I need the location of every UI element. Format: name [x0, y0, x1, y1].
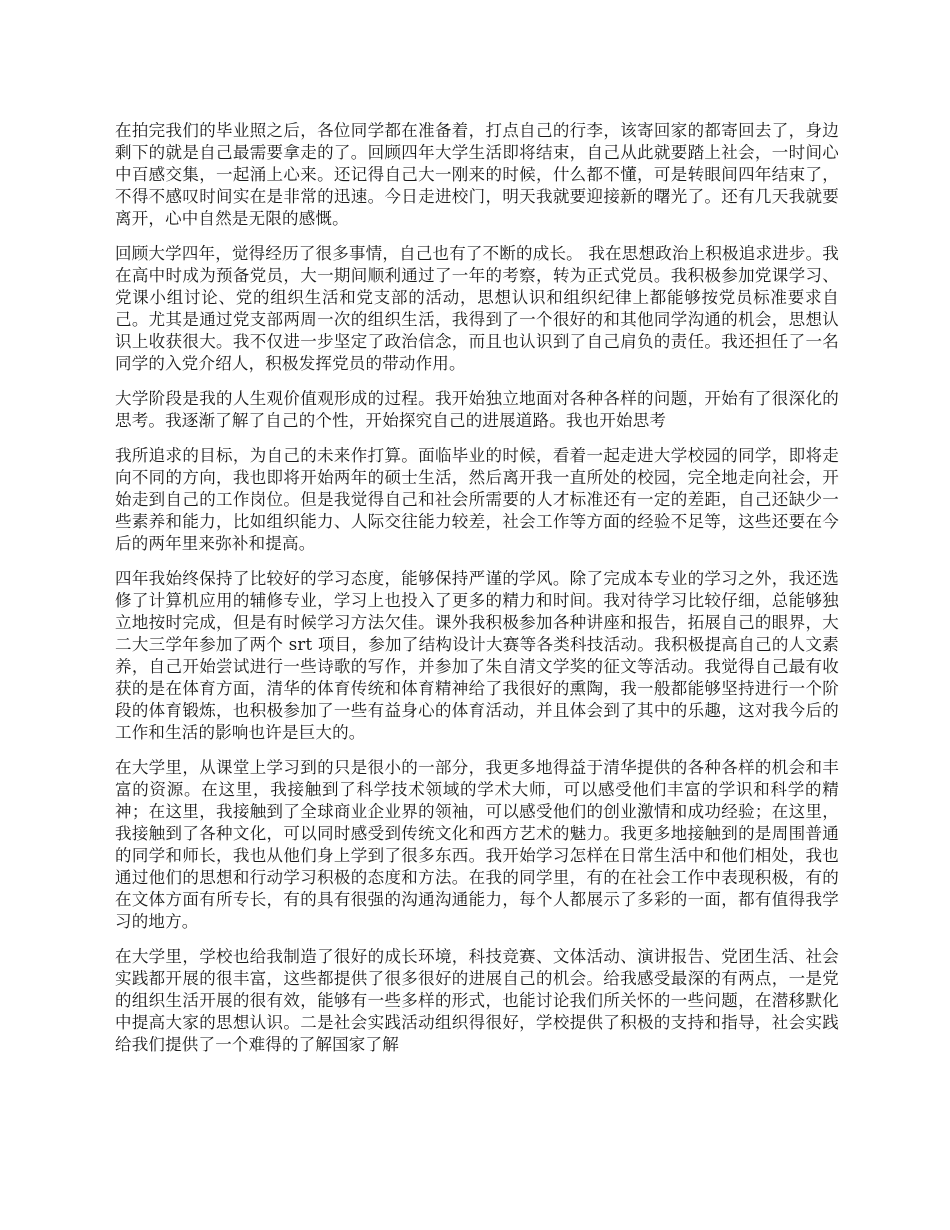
- paragraph-5: 四年我始终保持了比较好的学习态度，能够保持严谨的学风。除了完成本专业的学习之外，我还选修了计算机应用的辅修专业，学习上也投入了更多的精力和时间。我对待学习比较仔细，总能够独立地按时完成，但是有时候学习方法欠佳。课外我积极参加各种讲座和报告，拓展自己的眼界，大二大三学年参加了两个 srt 项目，参加了结构设计大赛等各类科技活动。我积极提高自己的人文素养，自己开始尝试进行一些诗歌的写作，并参加了朱自清文学奖的征文等活动。我觉得自己最有收获的是在体育方面，清华的体育传统和体育精神给了我很好的熏陶，我一般都能够坚持进行一个阶段的体育锻炼，也积极参加了一些有益身心的体育活动，并且体会到了其中的乐趣，这对我今后的工作和生活的影响也许是巨大的。: [115, 569, 839, 742]
- paragraph-7: 在大学里，学校也给我制造了很好的成长环境，科技竞赛、文体活动、演讲报告、党团生活、社会实践都开展的很丰富，这些都提供了很多很好的进展自己的机会。给我感受最深的有两点，一是党的组织生活开展的很有效，能够有一些多样的形式，也能讨论我们所关怀的一些问题，在潜移默化中提高大家的思想认识。二是社会实践活动组织得很好，学校提供了积极的支持和指导，社会实践给我们提供了一个难得的了解国家了解: [115, 947, 839, 1054]
- paragraph-1: 在拍完我们的毕业照之后，各位同学都在准备着，打点自己的行李，该寄回家的都寄回去了，身边剩下的就是自己最需要拿走的了。回顾四年大学生活即将结束，自己从此就要踏上社会，一时间心中百感交集，一起涌上心来。还记得自己大一刚来的时候，什么都不懂，可是转眼间四年结束了，不得不感叹时间实在是非常的迅速。今日走进校门，明天我就要迎接新的曙光了。还有几天我就要离开，心中自然是无限的感慨。: [115, 121, 839, 228]
- document-body: [115, 120, 839, 1069]
- paragraph-2: 回顾大学四年，觉得经历了很多事情，自己也有了不断的成长。 我在思想政治上积极追求进步。我在高中时成为预备党员，大一期间顺利通过了一年的考察，转为正式党员。我积极参加党课学习、党课小组讨论、党的组织生活和党支部的活动，思想认识和组织纪律上都能够按党员标准要求自己。尤其是通过党支部两周一次的组织生活，我得到了一个很好的和其他同学沟通的机会，思想认识上收获很大。我不仅进一步坚定了政治信念，而且也认识到了自己肩负的责任。我还担任了一名同学的入党介绍人，积极发挥党员的带动作用。: [115, 244, 839, 373]
- paragraph-4: 我所追求的目标，为自己的未来作打算。面临毕业的时候，看着一起走进大学校园的同学，即将走向不同的方向，我也即将开始两年的硕士生活，然后离开我一直所处的校园，完全地走向社会，开始走到自己的工作岗位。但是我觉得自己和社会所需要的人才标准还有一定的差距，自己还缺少一些素养和能力，比如组织能力、人际交往能力较差，社会工作等方面的经验不足等，这些还要在今后的两年里来弥补和提高。: [115, 446, 839, 553]
- paragraph-3: 大学阶段是我的人生观价值观形成的过程。我开始独立地面对各种各样的问题，开始有了很深化的思考。我逐渐了解了自己的个性，开始探究自己的进展道路。我也开始思考: [115, 389, 839, 430]
- paragraph-6: 在大学里，从课堂上学习到的只是很小的一部分，我更多地得益于清华提供的各种各样的机会和丰富的资源。在这里，我接触到了科学技术领域的学术大师，可以感受他们丰富的学识和科学的精神；在这里，我接触到了全球商业企业界的领袖，可以感受他们的创业激情和成功经验；在这里，我接触到了各种文化，可以同时感受到传统文化和西方艺术的魅力。我更多地接触到的是周围普通的同学和师长，我也从他们身上学到了很多东西。我开始学习怎样在日常生活中和他们相处，我也通过他们的思想和行动学习积极的态度和方法。在我的同学里，有的在社会工作中表现积极，有的在文体方面有所专长，有的具有很强的沟通沟通能力，每个人都展示了多彩的一面，都有值得我学习的地方。: [115, 758, 839, 931]
